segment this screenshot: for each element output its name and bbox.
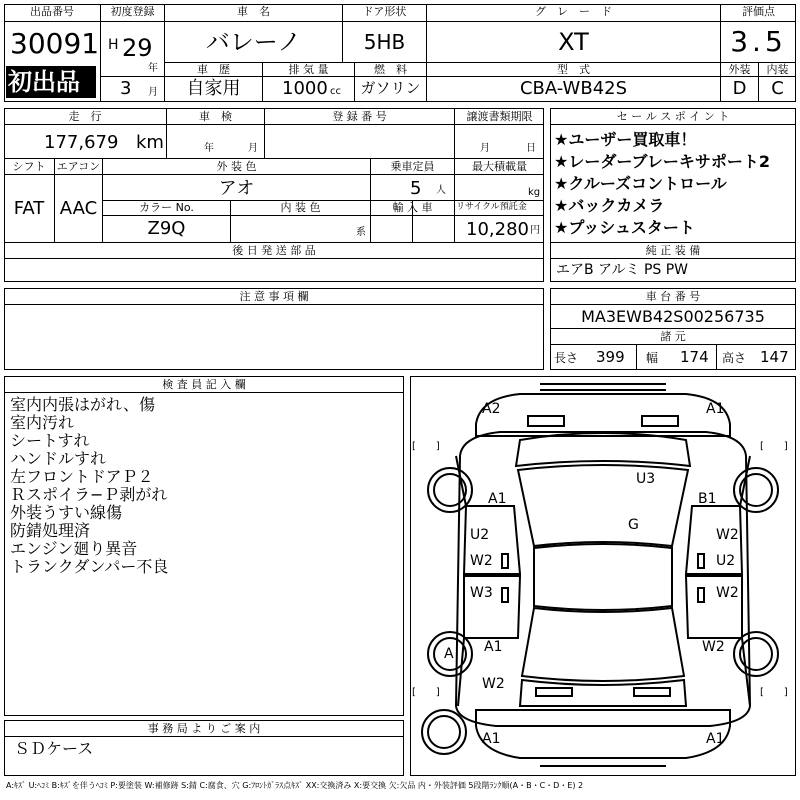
- inspector-item: 室内汚れ: [10, 413, 75, 432]
- damage-mark: W3: [470, 585, 493, 601]
- docs-label: 譲渡書類期限: [466, 110, 533, 123]
- inspector-item: エンジン廻り異音: [10, 539, 138, 558]
- load-label: 最大積載量: [472, 160, 527, 173]
- width-label: 幅: [646, 351, 659, 365]
- damage-mark: U2: [716, 553, 736, 569]
- color-no-label: カラー No.: [139, 201, 194, 214]
- displacement-label: 排 気 量: [288, 63, 329, 76]
- recycle-unit: 円: [530, 225, 540, 236]
- equipment: エアB アルミ PS PW: [556, 262, 689, 278]
- history: 自家用: [186, 78, 241, 99]
- recycle: 10,280: [466, 219, 529, 240]
- capacity-label: 乗車定員: [390, 160, 435, 173]
- door-label: ドア形状: [362, 5, 407, 18]
- fuel: ガソリン: [360, 79, 421, 97]
- first-listing-text: 初出品: [8, 68, 80, 96]
- reg-month: 3: [120, 78, 132, 99]
- shift: FAT: [13, 198, 45, 219]
- chassis-number: MA3EWB42S00256735: [581, 307, 765, 326]
- import-label: 輸 入 車: [392, 201, 433, 214]
- era: H: [108, 37, 119, 53]
- sales-point: ★プッシュスタート: [554, 218, 695, 237]
- reg-year: 29: [122, 34, 153, 62]
- grade: XT: [558, 28, 589, 56]
- damage-mark: W2: [716, 585, 739, 601]
- exterior-label: 外装: [728, 63, 751, 76]
- color-no: Z9Q: [147, 218, 186, 239]
- inspector-item: シートすれ: [10, 431, 90, 450]
- docs-day: 日: [526, 143, 536, 154]
- height-label: 高さ: [722, 351, 747, 365]
- mileage-unit: km: [136, 132, 164, 153]
- interior-label: 内装: [766, 63, 789, 76]
- inspection-year: 年: [204, 143, 214, 154]
- load-unit: kg: [528, 187, 541, 198]
- year-unit: 年: [148, 63, 158, 74]
- lot-label: 出品番号: [30, 5, 74, 18]
- bracket: [ ]: [760, 441, 788, 452]
- damage-mark: A2: [482, 401, 501, 417]
- damage-mark: G: [628, 517, 639, 533]
- history-label: 車 歴: [197, 63, 230, 76]
- mileage: 177,679: [44, 132, 119, 153]
- office-label: 事 務 局 よ り ご 案 内: [147, 722, 261, 735]
- inspector-item: トランクダンパー不良: [10, 557, 169, 576]
- model: CBA-WB42S: [519, 78, 628, 99]
- car-outline: [410, 376, 796, 776]
- grade-label: グ レ ー ド: [535, 5, 612, 18]
- notes-label: 注 意 事 項 欄: [239, 290, 309, 303]
- damage-mark: A1: [488, 491, 507, 507]
- lot-number: 30091: [10, 27, 100, 60]
- recycle-label: リサイクル預託金: [456, 202, 527, 212]
- registration-label: 登 録 番 号: [332, 110, 387, 123]
- capacity: 5: [410, 178, 422, 199]
- ac: AAC: [59, 198, 98, 219]
- first-reg-label: 初度登録: [110, 5, 155, 18]
- bracket: [ ]: [412, 687, 440, 698]
- damage-mark: A1: [482, 731, 501, 747]
- sales-point: ★バックカメラ: [554, 196, 665, 215]
- shift-label: シフト: [12, 160, 46, 173]
- damage-mark: A1: [706, 731, 725, 747]
- inspector-item: 防錆処理済: [10, 521, 91, 540]
- inspector-item: 左フロントドアＰ２: [10, 467, 154, 486]
- chassis-label: 車 台 番 号: [645, 290, 701, 303]
- inspection-label: 車 検: [199, 110, 232, 123]
- width: 174: [680, 348, 709, 366]
- model-label: 型 式: [557, 63, 590, 76]
- sales-point: ★クルーズコントロール: [554, 174, 727, 193]
- int-color-suffix: 系: [356, 227, 366, 238]
- inspector-item: Ｒスポイラ−Ｐ剥がれ: [10, 485, 168, 504]
- capacity-unit: 人: [436, 185, 446, 196]
- length-label: 長さ: [554, 351, 579, 365]
- damage-mark: A1: [484, 639, 503, 655]
- color: アオ: [218, 178, 255, 199]
- car-name-label: 車 名: [237, 5, 270, 18]
- damage-mark: U3: [636, 471, 656, 487]
- dims-label: 諸 元: [660, 330, 686, 343]
- color-label: 外 装 色: [216, 160, 257, 173]
- interior-score: C: [771, 78, 784, 99]
- damage-mark: W2: [716, 527, 739, 543]
- docs-month: 月: [480, 143, 490, 154]
- inspector-item: ハンドルすれ: [10, 449, 107, 468]
- exterior-score: D: [732, 78, 747, 99]
- office-text: ＳＤケース: [14, 739, 94, 758]
- inspector-item: 室内内張はがれ、傷: [10, 395, 155, 414]
- damage-mark: W2: [482, 676, 505, 692]
- height: 147: [760, 348, 789, 366]
- inspector-item: 外装うすい線傷: [10, 503, 123, 522]
- month-unit: 月: [148, 87, 158, 98]
- length: 399: [596, 348, 625, 366]
- door-type: 5HB: [363, 30, 406, 54]
- inspector-label: 検 査 員 記 入 欄: [162, 378, 246, 391]
- sales-point: ★レーダーブレーキサポート2: [554, 152, 771, 171]
- damage-mark: W2: [470, 553, 493, 569]
- inspection-month: 月: [248, 143, 258, 154]
- later-parts-label: 後 日 発 送 部 品: [232, 244, 316, 257]
- equip-label: 純 正 装 備: [645, 244, 701, 257]
- damage-mark: U2: [470, 527, 490, 543]
- displacement: 1000: [282, 78, 328, 99]
- score: 3.5: [730, 25, 787, 58]
- sales-label: セ ー ル ス ポ イ ン ト: [616, 110, 730, 123]
- damage-mark: B1: [698, 491, 717, 507]
- sales-point: ★ユーザー買取車！: [554, 130, 697, 149]
- bracket: [ ]: [760, 687, 788, 698]
- damage-mark: A: [444, 646, 454, 662]
- damage-mark: A1: [706, 401, 725, 417]
- ac-label: エアコン: [56, 160, 101, 173]
- legend: A:ｷｽﾞ U:ﾍｺﾐ B:ｷｽﾞを伴うﾍｺﾐ P:要塗装 W:補修跡 S:錆 C:腐食、穴 G:ﾌﾛﾝﾄｶﾞﾗｽ点ｷｽﾞ XX:交換済み X:要交換 欠:欠品 内・外装評価 5段階ﾗﾝｸ順(A・B・C・D・E) 2: [6, 781, 584, 790]
- damage-mark: W2: [702, 639, 725, 655]
- bracket: [ ]: [412, 441, 440, 452]
- mileage-label: 走 行: [68, 110, 102, 123]
- score-label: 評価点: [742, 5, 775, 18]
- displacement-unit: cc: [330, 86, 341, 97]
- car-name: バレーノ: [205, 28, 302, 56]
- int-color-label: 内 装 色: [280, 201, 321, 214]
- fuel-label: 燃 料: [374, 63, 407, 76]
